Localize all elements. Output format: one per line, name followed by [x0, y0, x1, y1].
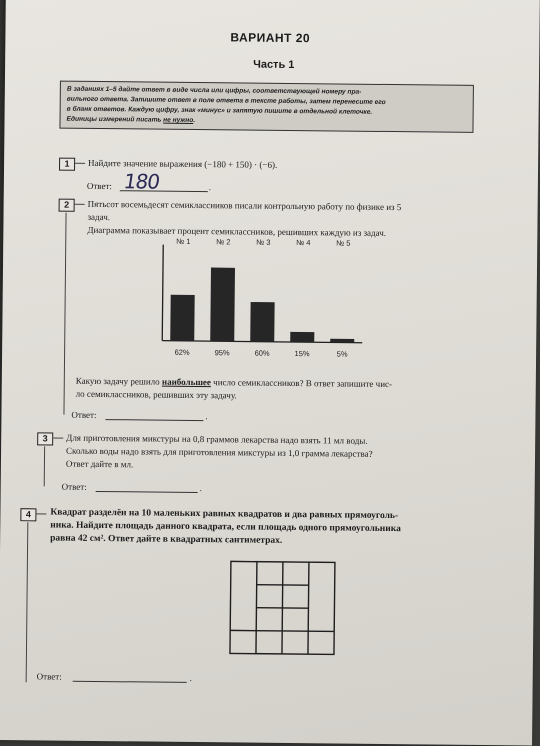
- square-figure: [229, 560, 340, 657]
- chart-y-axis: [162, 245, 163, 341]
- task-2-answer-field[interactable]: [105, 418, 203, 421]
- chart-bar: [170, 295, 194, 341]
- figure-row-1: [257, 585, 309, 586]
- chart-value-label: 62%: [175, 348, 190, 357]
- task-3-line-3: Ответ дайте в мл.: [66, 458, 133, 472]
- task-number-4: 4: [20, 508, 36, 521]
- task-1-answer-end: .: [209, 181, 211, 194]
- task-2-question-underlined: наибольшее: [162, 377, 211, 388]
- task-2-line-1: Пятьсот восемьдесят семиклассников писали контрольную работу по физике из 5: [88, 198, 402, 214]
- task-4-line-2: ника. Найдите площадь данного квадрата, если площадь одного прямоугольника: [50, 519, 401, 536]
- chart-category-label: № 3: [256, 238, 270, 247]
- task-number-3: 3: [37, 432, 53, 445]
- task-3-answer-end: .: [200, 482, 202, 495]
- chart-category-label: № 1: [176, 237, 190, 246]
- task-3-answer-label: Ответ:: [62, 481, 87, 494]
- instructions-line-1: В заданиях 1–5 дайте ответ в виде числа или цифры, соответствующей номеру пра-: [67, 85, 467, 99]
- task-4-line-1: Квадрат разделён на 10 маленьких равных квадратов и два равных прямоуголь-: [50, 506, 398, 523]
- task-1-handwritten-answer: 180: [122, 169, 161, 193]
- task-2-answer-label: Ответ:: [71, 409, 96, 422]
- task-2-answer-end: .: [205, 410, 207, 423]
- task-3-line-2: Сколько воды надо взять для приготовления микстуры из 1,0 грамма лекарства?: [66, 445, 373, 461]
- figure-row-2: [256, 608, 308, 609]
- chart-value-label: 95%: [215, 348, 230, 357]
- variant-title: ВАРИАНТ 20: [230, 30, 310, 45]
- part-title: Часть 1: [253, 59, 294, 71]
- task-number-2: 2: [59, 199, 75, 212]
- task-1-bar: [75, 163, 85, 164]
- task-4-line-3: равна 42 см². Ответ дайте в квадратных сантиметрах.: [50, 532, 282, 547]
- chart-value-label: 15%: [295, 349, 310, 358]
- task-3-margin-line: [44, 446, 46, 486]
- task-1-answer-label: Ответ:: [87, 180, 112, 193]
- task-2-question-pre: Какую задачу решило: [76, 376, 162, 387]
- task-3-bar: [53, 438, 63, 439]
- task-1-text: Найдите значение выражения (−180 + 150) · (−6).: [88, 157, 277, 172]
- chart-value-label: 60%: [255, 349, 270, 358]
- chart-value-label: 5%: [337, 349, 348, 358]
- chart-category-label: № 2: [216, 237, 230, 246]
- task-2-line-2: задач.: [87, 211, 110, 224]
- instructions-line-4-pre: Единицы измерений писать: [67, 116, 164, 124]
- instructions-line-4-post: .: [193, 117, 195, 124]
- chart-bar: [330, 339, 354, 343]
- instructions-line-3: в бланк ответов. Каждую цифру, знак «минус» и запятую пишите в отдельной клеточке.: [67, 105, 467, 119]
- task-4-answer-end: .: [190, 672, 192, 685]
- task-2-question-line-2: ло семиклассников, решивших эту задачу.: [76, 388, 237, 403]
- task-2-margin-line: [63, 213, 66, 415]
- percent-bar-chart: [152, 237, 373, 374]
- chart-bar: [290, 332, 314, 342]
- instructions-box: [59, 81, 473, 133]
- chart-category-label: № 5: [336, 238, 350, 247]
- task-2-bar: [75, 204, 85, 205]
- chart-bar: [210, 268, 235, 342]
- task-2-line-3: Диаграмма показывает процент семиклассников, решивших каждую из задач.: [87, 224, 386, 240]
- task-4-answer-field[interactable]: [73, 680, 187, 683]
- task-4-answer-label: Ответ:: [37, 670, 62, 683]
- task-3-line-1: Для приготовления микстуры на 0,8 граммов лекарства надо взять 11 мл воды.: [66, 432, 368, 448]
- task-4-margin-line: [26, 522, 29, 682]
- instructions-line-2: вильного ответа. Запишите ответ в поле ответа в тексте работы, затем перенесите его: [67, 95, 467, 109]
- task-number-1: 1: [59, 158, 75, 171]
- figure-row-3: [256, 631, 308, 632]
- instructions-line-4-underlined: не нужно: [163, 117, 193, 124]
- chart-category-label: № 4: [296, 238, 310, 247]
- task-4-bar: [36, 513, 46, 514]
- task-2-question-post: число семиклассников? В ответ запишите чис-: [211, 377, 392, 389]
- task-3-answer-field[interactable]: [96, 490, 198, 493]
- chart-bar: [250, 302, 274, 342]
